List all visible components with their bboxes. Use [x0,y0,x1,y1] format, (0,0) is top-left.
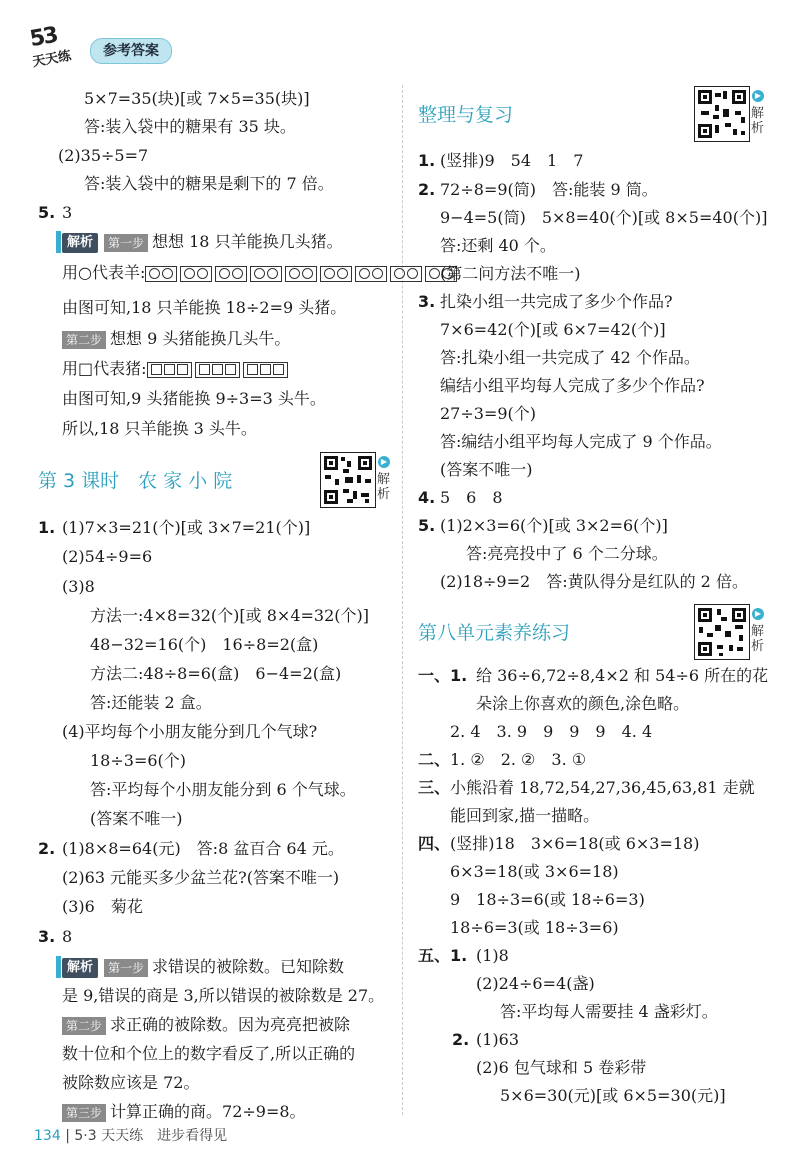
question-number: 2. [452,1030,470,1049]
question-number: 1. [418,151,436,170]
text-line: 数十位和个位上的数字看反了,所以正确的 [62,1044,356,1063]
text-line: (3)6 菊花 [62,897,143,916]
text-line: 由图可知,18 只羊能换 18÷2=9 头猪。 [62,298,347,317]
text-line: (第二问方法不唯一) [440,264,581,283]
qr-pattern [321,453,375,507]
question-number: 2. [418,180,436,199]
text-line: 27÷3=9(个) [440,404,537,423]
text-line: (1)63 [476,1030,520,1049]
qr-label: 解析 [751,106,765,136]
text-line: (竖排)18 3×6=18(或 6×3=18) [450,834,700,853]
column-divider [402,85,403,1115]
text-line: 答:装入袋中的糖果有 35 块。 [84,117,296,136]
text-line: 给 36÷6,72÷8,4×2 和 54÷6 所在的花 [476,666,769,685]
text-line: (2)54÷9=6 [62,547,153,566]
qr-code[interactable] [694,604,750,660]
text-line: 答:平均每人需要挂 4 盏彩灯。 [500,1002,718,1021]
text-line: 答:编结小组平均每人完成了 9 个作品。 [440,432,722,451]
step-text: 求错误的被除数。已知除数 [152,957,345,976]
text-line: 答:还剩 40 个。 [440,236,556,255]
qr-code[interactable] [320,452,376,508]
sheep-group [320,266,352,282]
question-number: 二、 [418,750,451,769]
question-number: 5. [418,516,436,535]
question-number: 1. [38,518,56,537]
step-text: 计算正确的商。72÷9=8。 [110,1102,306,1121]
text-line: (3)8 [62,577,95,596]
text-line: 由图可知,9 头猪能换 9÷3=3 头牛。 [62,389,326,408]
text-line: 1. ② 2. ② 3. ① [450,750,587,769]
lesson-title: 第 3 课时 农 家 小 院 [38,470,233,492]
pig-group [243,362,288,378]
text-line: (答案不唯一) [440,460,533,479]
text-line: (4)平均每个小朋友能分到几个气球? [62,722,318,741]
text-line: 2. 4 3. 9 9 9 9 4. 4 [450,722,653,741]
text-line: 9−4=5(筒) 5×8=40(个)[或 8×5=40(个)] [440,208,768,227]
text-line: 5×7=35(块)[或 7×5=35(块)] [84,89,310,108]
play-icon[interactable]: ▶ [378,456,390,468]
step-tag: 第二步 [62,331,106,349]
play-icon[interactable]: ▶ [752,608,764,620]
text-line: (2)63 元能买多少盆兰花?(答案不唯一) [62,868,340,887]
text-line: 答:还能装 2 盒。 [90,693,212,712]
step-tag: 第一步 [104,959,148,977]
step-text: 想想 18 只羊能换几头猪。 [152,232,343,251]
pig-diagram-line [62,358,291,380]
sheep-diagram-line [62,262,460,284]
logo-text: 53 [27,22,59,53]
text-line: 答:装入袋中的糖果是剩下的 7 倍。 [84,174,334,193]
step-tag: 第三步 [62,1104,106,1122]
text-line: 是 9,错误的商是 3,所以错误的被除数是 27。 [62,986,385,1005]
analysis-step2-line [62,1014,350,1036]
text-line: 小熊沿着 18,72,54,27,36,45,63,81 走就 [450,778,755,797]
sheep-group [355,266,387,282]
sheep-group [145,266,177,282]
pig-group [147,362,192,378]
analysis-step2-line [62,328,290,350]
text-line: (1)8 [476,946,509,965]
text-line: (2)35÷5=7 [58,146,149,165]
answer-badge: 参考答案 [90,38,172,64]
question-number: 三、 [418,778,451,797]
question-number: 一、1. [418,666,468,685]
section-title: 整理与复习 [418,104,514,126]
text-line: 答:平均每个小朋友能分到 6 个气球。 [90,780,356,799]
text-line: (2)18÷9=2 答:黄队得分是红队的 2 倍。 [440,572,748,591]
text-line: 7×6=42(个)[或 6×7=42(个)] [440,320,666,339]
qr-pattern [695,605,749,659]
analysis-step3-line [62,1101,306,1123]
page-number: 134 [34,1128,61,1144]
text-line: (答案不唯一) [90,809,183,828]
text-line: (1)7×3=21(个)[或 3×7=21(个)] [62,518,311,537]
answer-text: 8 [62,927,73,946]
text-line: 9 18÷3=6(或 18÷6=3) [450,890,645,909]
text-line: 18÷6=3(或 18÷3=6) [450,918,619,937]
sheep-label: 用○代表羊: [62,263,146,282]
page-footer [34,1126,227,1146]
answer-text: 3 [62,203,73,222]
text-line: (2)24÷6=4(盏) [476,974,595,993]
step-text: 求正确的被除数。因为亮亮把被除 [110,1015,351,1034]
text-line: 能回到家,描一描略。 [450,806,600,825]
text-line: 18÷3=6(个) [90,751,187,770]
step-tag: 第二步 [62,1017,106,1035]
text-line: 朵涂上你喜欢的颜色,涂色略。 [476,694,690,713]
pig-label: 用□代表猪: [62,359,147,378]
analysis-line [62,956,344,978]
sheep-group [180,266,212,282]
text-line: 6×3=18(或 3×6=18) [450,862,619,881]
question-number: 2. [38,839,56,858]
question-number: 五、1. [418,946,468,965]
footer-text: 5·3 天天练 进步看得见 [74,1128,228,1144]
sheep-group [250,266,282,282]
qr-label: 解析 [377,472,391,502]
text-line: 答:扎染小组一共完成了 42 个作品。 [440,348,700,367]
analysis-bar [56,231,61,253]
text-line: 方法一:4×8=32(个)[或 8×4=32(个)] [90,606,369,625]
qr-pattern [695,87,749,141]
qr-code[interactable] [694,86,750,142]
text-line: 所以,18 只羊能换 3 头牛。 [62,419,257,438]
pig-diagram [147,359,291,378]
text-line: 72÷8=9(筒) 答:能装 9 筒。 [440,180,658,199]
question-number: 4. [418,488,436,507]
sheep-group [215,266,247,282]
analysis-tag: 解析 [62,233,98,253]
step-tag: 第一步 [104,234,148,252]
text-line: 5×6=30(元)[或 6×5=30(元)] [500,1086,726,1105]
text-line: (2)6 包气球和 5 卷彩带 [476,1058,647,1077]
text-line: (竖排)9 54 1 7 [440,151,584,170]
analysis-tag: 解析 [62,958,98,978]
text-line: 5 6 8 [440,488,503,507]
footer-separator: | [65,1128,75,1144]
pig-group [195,362,240,378]
text-line: 被除数应该是 72。 [62,1073,200,1092]
analysis-bar [56,956,61,978]
question-number: 四、 [418,834,451,853]
text-line: 48−32=16(个) 16÷8=2(盒) [90,635,319,654]
sheep-group [390,266,422,282]
question-number: 5. [38,203,56,222]
text-line: (1)2×3=6(个)[或 3×2=6(个)] [440,516,668,535]
text-line: 方法二:48÷8=6(盒) 6−4=2(盒) [90,664,342,683]
text-line: (1)8×8=64(元) 答:8 盆百合 64 元。 [62,839,344,858]
text-line: 答:亮亮投中了 6 个二分球。 [466,544,668,563]
brand-logo [27,22,82,72]
sheep-diagram [145,263,460,282]
qr-label: 解析 [751,624,765,654]
question-number: 3. [38,927,56,946]
play-icon[interactable]: ▶ [752,90,764,102]
step-text: 想想 9 头猪能换几头牛。 [110,329,291,348]
logo-subtext: 天天练 [31,48,73,71]
section-title: 第八单元素养练习 [418,622,571,644]
text-line: 编结小组平均每人完成了多少个作品? [440,376,705,395]
sheep-group [285,266,317,282]
text-line: 扎染小组一共完成了多少个作品? [440,292,673,311]
analysis-line [62,231,343,253]
question-number: 3. [418,292,436,311]
